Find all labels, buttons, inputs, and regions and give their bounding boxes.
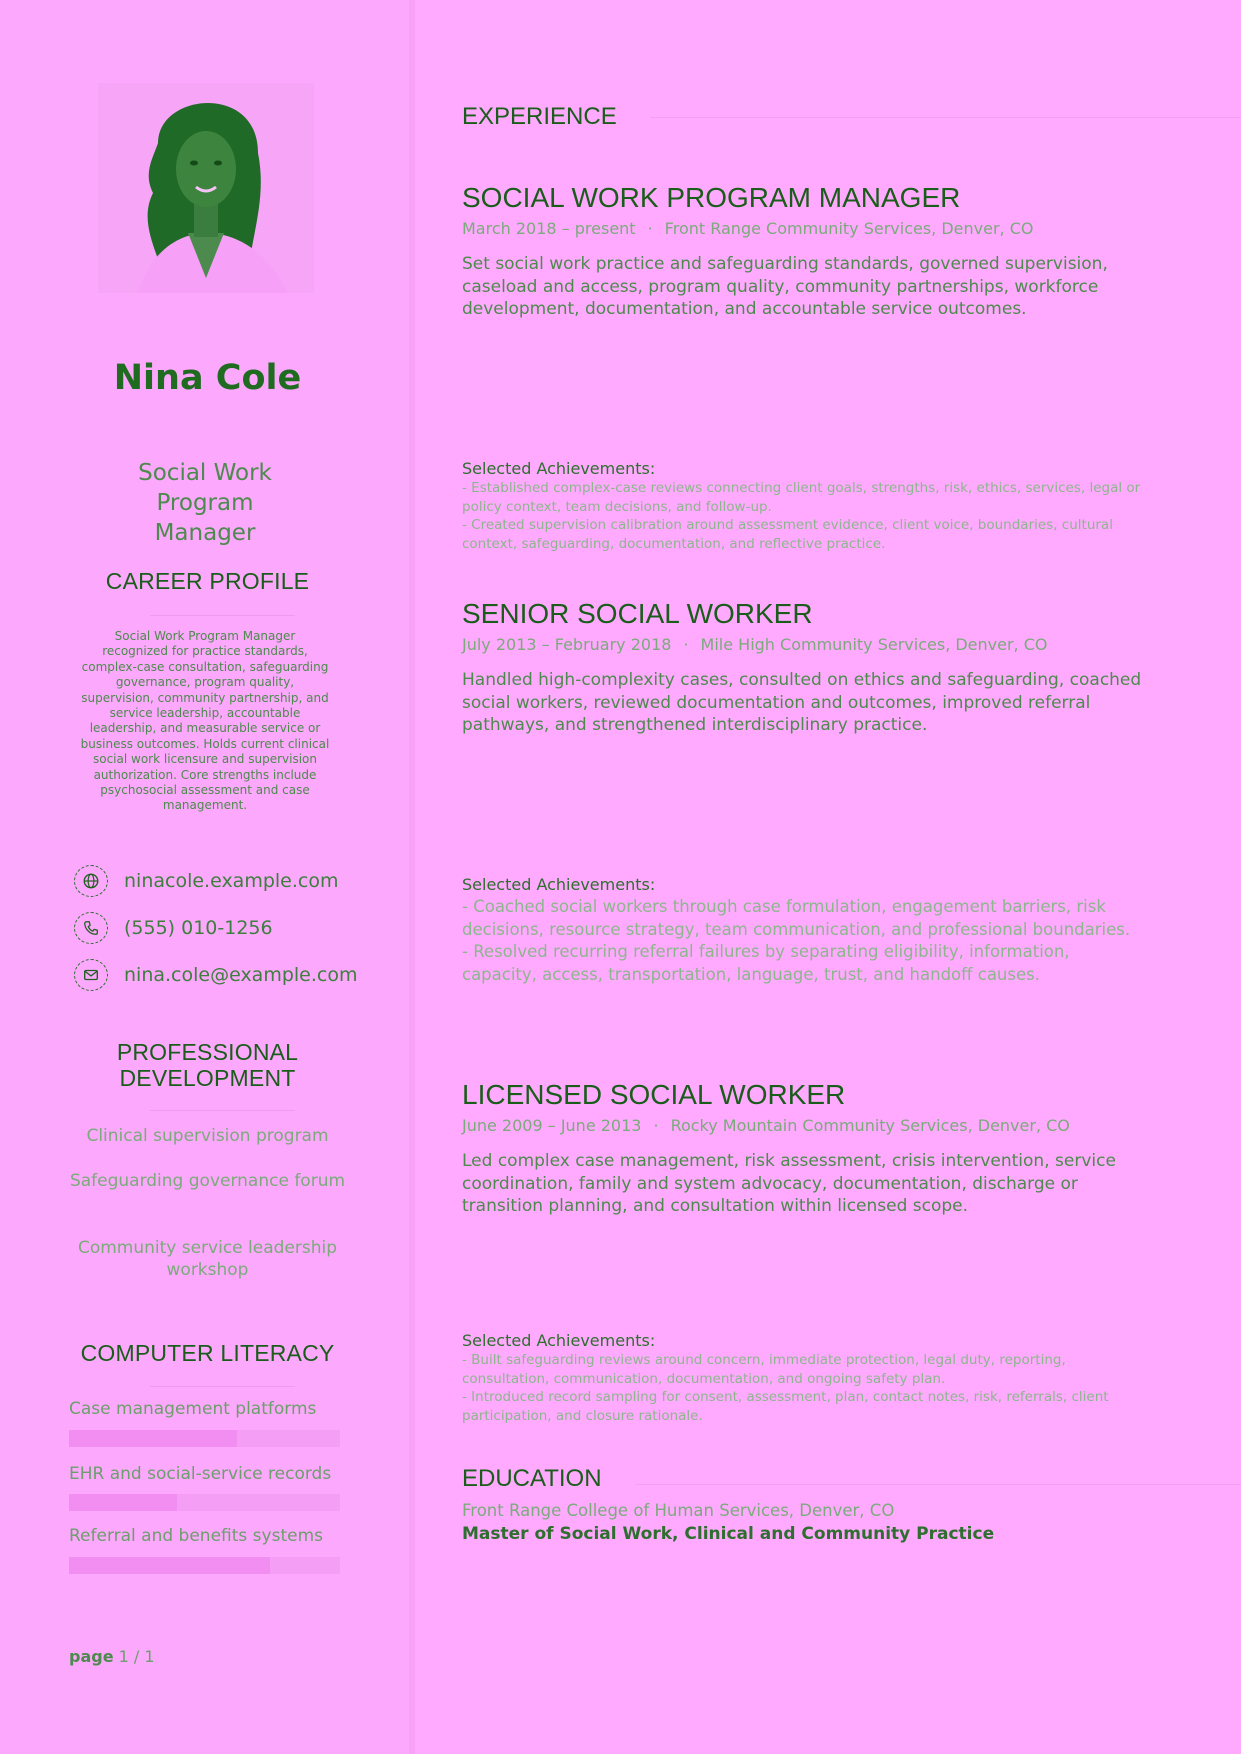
experience-divider — [650, 117, 1241, 118]
achievements-list — [462, 896, 1142, 986]
education-heading: EDUCATION — [462, 1465, 602, 1492]
achievements-heading: Selected Achievements: — [462, 875, 656, 894]
candidate-name: Nina Cole — [113, 358, 302, 398]
contact-email[interactable] — [74, 959, 357, 991]
job-company: Mile High Community Services, Denver, CO — [700, 635, 1048, 654]
mail-icon — [74, 959, 108, 991]
job-description: Led complex case management, risk assessment, crisis intervention, service coordination, family and system advocacy, documentation, discharge or transition planning, and consultation within licensed scope. — [462, 1151, 1116, 1216]
globe-icon — [74, 865, 108, 897]
contact-website-text: ninacole.example.com — [124, 870, 339, 892]
job-dates: June 2009 – June 2013 — [462, 1116, 642, 1135]
job-meta — [462, 219, 1033, 238]
candidate-headline: Social Work Program Manager — [138, 460, 272, 546]
job-company: Rocky Mountain Community Services, Denver, CO — [670, 1116, 1070, 1135]
job-description: Handled high-complexity cases, consulted on ethics and safeguarding, coached social workers, reviewed documentation and outcomes, improved referral pathways, and strengthened interdisciplinary practice. — [462, 670, 1142, 735]
education-school: Front Range College of Human Services, Denver, CO — [462, 1501, 895, 1520]
job-description: Set social work practice and safeguarding standards, governed supervision, caseload and access, program quality, community partnerships, workforce development, documentation, and accountable service outcomes. — [462, 254, 1108, 319]
meta-separator: · — [683, 635, 689, 654]
professional-development-divider — [150, 1110, 295, 1111]
achievement-item: - Established complex-case reviews connecting client goals, strengths, risk, ethics, services, legal or policy context, team decisions, and follow-up. — [462, 480, 1141, 515]
achievement-item: - Introduced record sampling for consent, assessment, plan, contact notes, risk, referrals, client participation, and closure rationale. — [462, 1389, 1109, 1424]
job-title: SENIOR SOCIAL WORKER — [462, 598, 813, 629]
skill-bar-fill — [69, 1557, 270, 1574]
contact-phone-text: (555) 010-1256 — [124, 917, 273, 939]
contact-website[interactable] — [74, 865, 338, 897]
education-divider — [635, 1484, 1241, 1485]
job-meta — [462, 1116, 1070, 1135]
job-dates: July 2013 – February 2018 — [462, 635, 672, 654]
computer-literacy-divider — [150, 1386, 295, 1387]
contact-phone[interactable] — [74, 912, 273, 944]
achievements-heading: Selected Achievements: — [462, 1331, 656, 1350]
achievements-list — [462, 1351, 1142, 1425]
professional-development-heading — [0, 1039, 415, 1091]
computer-literacy-heading: COMPUTER LITERACY — [80, 1340, 335, 1366]
pd-item: Community service leadership workshop — [77, 1238, 338, 1280]
skill-label: Referral and benefits systems — [69, 1526, 323, 1546]
skill-bar — [69, 1557, 340, 1574]
skill-bar-fill — [69, 1494, 177, 1511]
skill-bar — [69, 1430, 340, 1447]
portrait-illustration — [98, 83, 314, 293]
contact-email-text: nina.cole@example.com — [124, 964, 358, 986]
pd-heading-line1: PROFESSIONAL — [116, 1039, 299, 1065]
phone-icon — [74, 912, 108, 944]
skill-label: Case management platforms — [69, 1399, 317, 1419]
experience-heading: EXPERIENCE — [462, 103, 617, 130]
skill-label: EHR and social-service records — [69, 1464, 332, 1484]
skill-bar-fill — [69, 1430, 237, 1447]
career-profile-heading: CAREER PROFILE — [105, 568, 310, 594]
pd-item: Clinical supervision program — [86, 1126, 329, 1146]
job-company: Front Range Community Services, Denver, CO — [664, 219, 1034, 238]
job-meta — [462, 635, 1048, 654]
pd-heading-line2: DEVELOPMENT — [119, 1065, 296, 1091]
meta-separator: · — [647, 219, 653, 238]
page-label: page — [69, 1647, 114, 1666]
achievements-list — [462, 479, 1142, 553]
job-title: SOCIAL WORK PROGRAM MANAGER — [462, 182, 961, 213]
profile-photo — [98, 83, 314, 293]
career-profile-divider — [150, 615, 295, 616]
career-profile-text: Social Work Program Manager recognized for practice standards, complex-case consultation, safeguarding governance, program quality, supervision, community partnership, and service leadership, accountable leadership, and measurable service or business outcomes. Holds current clinical social work licensure and supervision authorization. Core strengths include psychosocial assessment and case management. — [80, 629, 330, 813]
achievement-item: - Coached social workers through case formulation, engagement barriers, risk decisions, resource strategy, team communication, and professional boundaries. — [462, 897, 1131, 939]
pd-item: Safeguarding governance forum — [69, 1171, 346, 1191]
job-dates: March 2018 – present — [462, 219, 636, 238]
sidebar — [0, 0, 415, 1754]
job-title: LICENSED SOCIAL WORKER — [462, 1079, 846, 1110]
achievement-item: - Built safeguarding reviews around concern, immediate protection, legal duty, reporting, consultation, communication, documentation, and ongoing safety plan. — [462, 1352, 1066, 1387]
page-value: 1 / 1 — [118, 1647, 155, 1666]
achievements-heading: Selected Achievements: — [462, 459, 656, 478]
achievement-item: - Created supervision calibration around assessment evidence, client voice, boundaries, cultural context, safeguarding, documentation, and reflective practice. — [462, 517, 1113, 552]
main-content — [415, 0, 1241, 1754]
page-number — [69, 1647, 155, 1666]
meta-separator: · — [653, 1116, 659, 1135]
achievement-item: - Resolved recurring referral failures by separating eligibility, information, capacity, access, transportation, language, trust, and handoff causes. — [462, 942, 1070, 984]
skill-bar — [69, 1494, 340, 1511]
education-degree: Master of Social Work, Clinical and Community Practice — [462, 1524, 995, 1544]
